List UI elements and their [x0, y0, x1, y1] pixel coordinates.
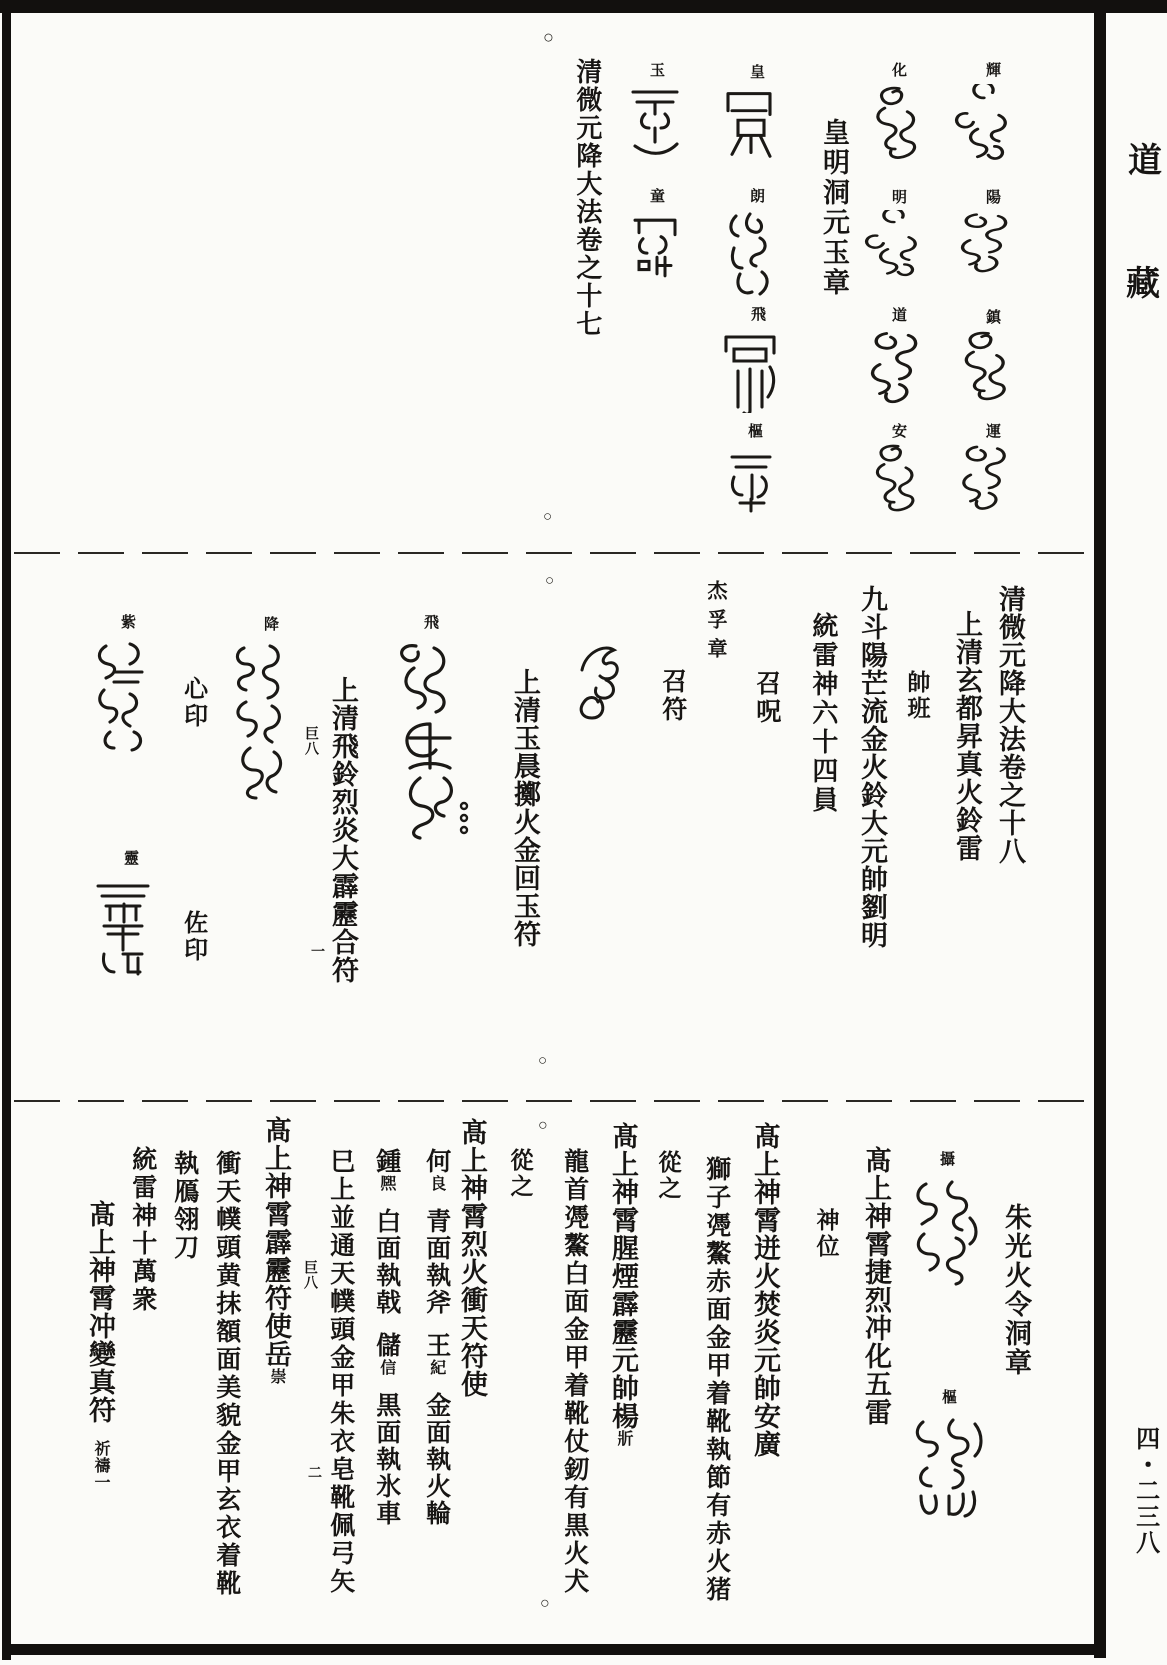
section-divider-1	[14, 552, 1092, 554]
xin-yin-label: 心印	[179, 676, 206, 730]
fu2-caption: 上清飛鈴烈炎大霹靂合符	[328, 676, 359, 984]
follow-note: 從之	[507, 1148, 533, 1200]
envoy2-text: 髙上神霄霹靂符使岳	[261, 1116, 292, 1368]
talisman-ling	[90, 876, 156, 980]
talisman-yu	[625, 84, 685, 156]
talisman-label-shu2: 樞	[940, 1389, 956, 1404]
attendant-name-small: 信	[377, 1359, 395, 1376]
talisman-label-ling: 靈	[122, 850, 138, 865]
talisman-zhen	[952, 330, 1016, 406]
attendant-column-1	[421, 1148, 450, 1527]
talisman-label-shu: 樞	[746, 423, 762, 438]
marshal2-small-char: 斨	[615, 1430, 633, 1447]
talisman-lang	[720, 208, 782, 300]
marshal2-text: 髙上神霄腥煙霹靂元帥楊	[608, 1122, 639, 1430]
block-note: 巨八	[302, 1260, 317, 1290]
talisman-shu2	[905, 1412, 989, 1520]
frame-left-border	[2, 0, 11, 1660]
envoy2-small-char: 崇	[268, 1368, 286, 1385]
follow-note: 從之	[655, 1150, 681, 1202]
talisman-fly-large	[386, 638, 474, 843]
talisman-label-ming: 明	[890, 189, 906, 204]
bottom-retinue-line: 統雷神十萬衆	[128, 1146, 156, 1314]
talisman-fei-small	[718, 327, 782, 413]
marshal1-line: 髙上神霄迸火焚炎元帥安廣	[750, 1122, 781, 1458]
heading-zhaozhou: 召呪	[752, 670, 780, 726]
frame-right-border	[1094, 0, 1106, 1658]
collation-circle: ○	[545, 573, 555, 589]
fu-caption-text: 髙上神霄冲變真符	[85, 1200, 116, 1424]
middle-chapter-title: 清微元降大法卷之十八	[995, 585, 1026, 865]
frame-bottom-border	[2, 1644, 1106, 1655]
talisman-label-hua: 化	[890, 62, 906, 77]
talisman-she	[906, 1174, 986, 1289]
envoy2-line	[260, 1116, 291, 1385]
talisman-label-lang: 朗	[748, 188, 764, 203]
fu1-caption: 上清玉晨擲火金回玉符	[510, 668, 541, 948]
talisman-yang	[950, 210, 1016, 278]
collation-circle: ○	[543, 509, 553, 525]
leaf-number: 一	[309, 944, 324, 959]
attendant-desc: 青面執斧	[422, 1208, 450, 1316]
attendant-desc: 白面執戟	[372, 1208, 400, 1316]
bottom-chapter-heading: 朱光火令洞章	[1001, 1203, 1032, 1377]
talisman-summon	[570, 636, 626, 728]
talisman-label-she: 攝	[938, 1151, 954, 1166]
marshal2-line	[607, 1122, 638, 1447]
talisman-yun	[952, 442, 1014, 516]
weapon-line: 執鴈翎刀	[170, 1150, 198, 1262]
collation-circle: ○	[540, 1595, 550, 1612]
envoy1-line: 髙上神霄烈火衝天符使	[457, 1118, 488, 1398]
talisman-hua	[864, 85, 926, 165]
chant-text: 杰孚章	[704, 580, 726, 667]
talisman-dao	[860, 328, 926, 410]
collation-circle: ○	[538, 1053, 548, 1069]
talisman-label-yang: 陽	[984, 189, 1000, 204]
top-end-title: 清微元降大法卷之十七	[572, 58, 602, 338]
talisman-label-dao: 道	[890, 307, 906, 322]
bottom-fu-caption	[84, 1200, 115, 1491]
attendant-name-small: 熈	[377, 1175, 395, 1192]
margin-page-number: 四・二三八	[1131, 1426, 1158, 1556]
talisman-an	[864, 443, 924, 517]
collation-circle: ○	[538, 1117, 548, 1134]
talisman-label-jiang: 降	[262, 616, 278, 631]
talisman-huang	[718, 86, 784, 162]
talisman-label-yu: 玉	[648, 62, 664, 77]
canon-label-zang: 藏	[1126, 266, 1160, 303]
attendant-desc: 金面執火輪	[422, 1392, 450, 1527]
heading-zhaofu: 召符	[658, 668, 686, 724]
frame-top-border	[0, 0, 1167, 13]
heading-shuaiban: 帥班	[904, 670, 930, 722]
attendant-name: 儲	[372, 1332, 400, 1359]
talisman-label-fly: 飛	[422, 614, 438, 629]
fu-caption-small: 祈禱一	[92, 1440, 110, 1491]
canon-label-dao: 道	[1128, 143, 1162, 180]
attendant-name-small: 紀	[427, 1359, 445, 1376]
talisman-tong	[627, 212, 682, 284]
marshal-line: 九斗陽芒流金火鈴大元帥劉明	[857, 585, 888, 949]
talisman-label-huang: 皇	[748, 64, 764, 79]
talisman-label-tong: 童	[648, 188, 664, 203]
section-divider-2	[14, 1100, 1092, 1102]
talisman-shu-small	[722, 447, 780, 515]
attendant-name: 鍾	[372, 1148, 400, 1175]
heading-shenwei: 神位	[813, 1208, 839, 1260]
talisman-label-zhen: 鎮	[984, 309, 1000, 324]
block-note: 巨八	[303, 726, 318, 756]
summary-line: 巳上並通天幞頭金甲朱衣皂靴佩弓矢	[326, 1148, 354, 1596]
attendant-column-2	[371, 1148, 400, 1527]
talisman-ming	[862, 210, 926, 278]
attendant-desc: 黒面執氷車	[372, 1392, 400, 1527]
talisman-label-yun: 運	[984, 423, 1000, 438]
marshal1-desc: 獅子凴鰲赤面金甲着靴執節有赤火猪	[702, 1156, 730, 1604]
talisman-hui	[952, 84, 1016, 162]
attendant-name-small: 良	[427, 1175, 445, 1192]
retinue-line: 統雷神六十四員	[808, 612, 838, 815]
talisman-zi	[86, 638, 158, 756]
collation-circle: ○	[543, 27, 554, 47]
leaf-number: 二	[306, 1465, 321, 1480]
attendant-name: 何	[422, 1148, 450, 1175]
attendant-name: 王	[422, 1332, 450, 1359]
talisman-label-hui: 輝	[984, 62, 1000, 77]
talisman-label-fei: 飛	[749, 306, 765, 321]
zuo-yin-label: 佐印	[179, 910, 206, 964]
top-chapter-heading: 皇明洞元玉章	[819, 118, 850, 298]
marshal2-desc: 龍首凴鰲白面金甲着靴仗釰有黒火犬	[560, 1148, 588, 1596]
talisman-jiang	[222, 640, 296, 802]
bottom-section-line: 髙上神霄捷烈冲化五雷	[861, 1146, 892, 1426]
middle-section-title: 上清玄都昇真火鈴雷	[952, 610, 983, 862]
envoy2-desc: 衝天幞頭黄抹額面美貌金甲玄衣着靴	[212, 1150, 240, 1598]
talisman-label-an: 安	[890, 423, 906, 438]
talisman-label-zi: 紫	[119, 614, 135, 629]
